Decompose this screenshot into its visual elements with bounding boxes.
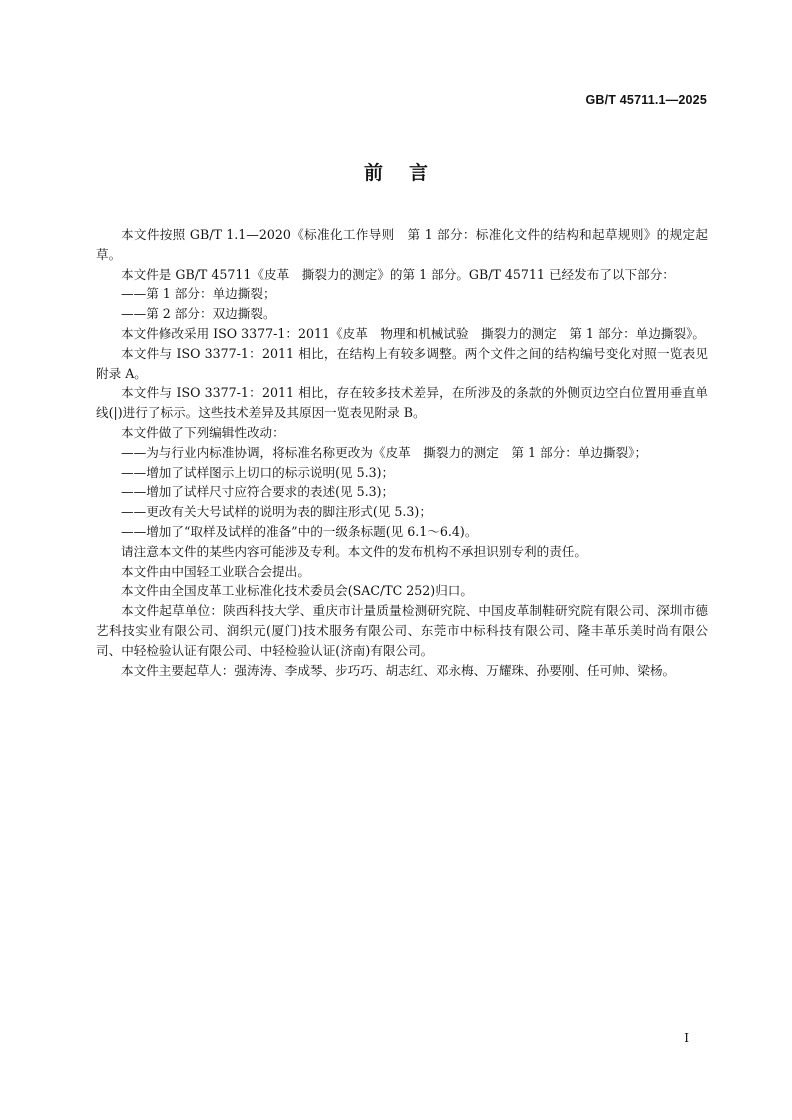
document-id: GB/T 45711.1—2025 bbox=[585, 93, 707, 107]
list-item: ——增加了试样图示上切口的标示说明(见 5.3)； bbox=[121, 464, 395, 480]
list-item: ——为与行业内标准协调，将标准名称更改为《皮革 撕裂力的测定 第 1 部分：单边撕裂》； bbox=[121, 444, 648, 460]
list-item: ——更改有关大号试样的说明为表的脚注形式(见 5.3)； bbox=[121, 504, 432, 520]
paragraph: 本文件按照 GB/T 1.1—2020《标准化工作导则 第 1 部分：标准化文件的结构和起草规则》的规定起草。 bbox=[96, 227, 708, 262]
list-item: ——增加了“取样及试样的准备”中的一级条标题(见 6.1～6.4)。 bbox=[121, 523, 478, 539]
page-title: 前言 bbox=[363, 162, 454, 184]
paragraph: 本文件做了下列编辑性改动： bbox=[121, 424, 285, 440]
page-number: I bbox=[684, 1031, 689, 1045]
paragraph: 本文件起草单位：陕西科技大学、重庆市计量质量检测研究院、中国皮革制鞋研究院有限公司、深圳市德艺科技实业有限公司、润织元(厦门)技术服务有限公司、东莞市中标科技有限公司、隆丰革乐美时尚有限公司、中轻检验认证有限公司、中轻检验认证(济南)有限公司。 bbox=[96, 603, 708, 658]
list-item: ——第 1 部分：单边撕裂； bbox=[121, 286, 276, 302]
list-item: ——第 2 部分：双边撕裂。 bbox=[121, 306, 276, 322]
paragraph: 本文件与 ISO 3377-1：2011 相比，存在较多技术差异，在所涉及的条款的外侧页边空白位置用垂直单线(|)进行了标示。这些技术差异及其原因一览表见附录 B。 bbox=[96, 385, 708, 421]
list-item: ——增加了试样尺寸应符合要求的表述(见 5.3)； bbox=[121, 484, 395, 500]
foreword-body bbox=[96, 225, 708, 680]
paragraph: 本文件由中国轻工业联合会提出。 bbox=[121, 563, 310, 579]
paragraph: 本文件与 ISO 3377-1：2011 相比，在结构上有较多调整。两个文件之间的结构编号变化对照一览表见附录 A。 bbox=[96, 345, 708, 381]
paragraph: 本文件是 GB/T 45711《皮革 撕裂力的测定》的第 1 部分。GB/T 45711 已经发布了以下部分： bbox=[121, 266, 675, 282]
paragraph: 本文件由全国皮革工业标准化技术委员会(SAC/TC 252)归口。 bbox=[121, 583, 473, 599]
paragraph: 请注意本文件的某些内容可能涉及专利。本文件的发布机构不承担识别专利的责任。 bbox=[121, 543, 587, 559]
paragraph: 本文件主要起草人：强涛涛、李成琴、步巧巧、胡志红、邓永梅、万耀珠、孙要刚、任可帅、梁杨。 bbox=[121, 662, 676, 678]
paragraph: 本文件修改采用 ISO 3377-1：2011《皮革 物理和机械试验 撕裂力的测定 第 1 部分：单边撕裂》。 bbox=[121, 325, 705, 341]
